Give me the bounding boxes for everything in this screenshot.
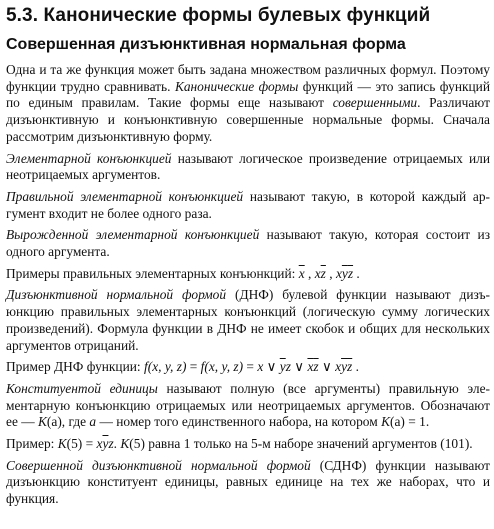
paragraph-sdnf bbox=[6, 458, 490, 508]
var: z bbox=[285, 359, 291, 375]
var: z bbox=[347, 265, 354, 281]
var: y bbox=[341, 359, 348, 375]
text: = 1. bbox=[404, 414, 430, 430]
paragraph-dnf-example bbox=[6, 359, 490, 376]
formula-K5 bbox=[120, 436, 145, 451]
args: (a) bbox=[46, 414, 62, 430]
op: = bbox=[186, 359, 201, 375]
args: (5) bbox=[66, 436, 83, 452]
formula-K-a bbox=[381, 414, 405, 429]
var: x bbox=[335, 359, 342, 375]
text: Пример ДНФ функции: bbox=[6, 359, 144, 375]
args: (a) bbox=[390, 414, 405, 430]
text: Примеры правильных элементарных конъюнкций: bbox=[6, 265, 299, 281]
op-or: ∨ bbox=[290, 359, 308, 375]
var-negated: $\overline{z}$ bbox=[320, 265, 326, 281]
text: . bbox=[352, 359, 359, 375]
paragraph-degenerate-conjunction bbox=[6, 227, 490, 260]
op-or: ∨ bbox=[263, 359, 280, 375]
var-negated-group bbox=[307, 359, 318, 374]
subsection-title: Совершенная дизъюнктивная нормальная форма bbox=[6, 36, 406, 53]
term-proper-conjunction: Правильной элементарной конъюнкцией bbox=[6, 188, 244, 204]
paragraph-proper-conjunction bbox=[6, 189, 490, 222]
text: называют такую, которая состоит из одного аргумента. bbox=[6, 227, 490, 260]
paragraph-examples bbox=[6, 266, 490, 283]
var: x bbox=[96, 436, 103, 452]
term-degenerate-conjunction: Вырожденной элементарной конъюнкцией bbox=[6, 227, 260, 243]
var-a: a bbox=[89, 414, 97, 430]
var: z bbox=[313, 359, 319, 375]
text: называют логическое произведение отрицаемых или неотрицаемых аргументов. bbox=[6, 150, 490, 183]
formula-x-not-z bbox=[315, 266, 326, 281]
var: K bbox=[37, 414, 47, 430]
formula-dnf bbox=[144, 359, 352, 374]
var: x bbox=[335, 265, 342, 281]
op: = bbox=[82, 436, 97, 452]
term-canonical-forms: Канонические формы bbox=[174, 78, 299, 94]
var: x bbox=[314, 265, 321, 281]
paragraph-elementary-conjunction bbox=[6, 151, 490, 184]
args: (x, y, z) bbox=[204, 359, 244, 375]
var: x bbox=[307, 359, 314, 375]
var: z bbox=[347, 359, 353, 375]
text: . bbox=[113, 436, 121, 452]
var: K bbox=[381, 414, 390, 430]
text: Одна и та же функция может быть задана множеством различных формул. Поэтому функции трудно сравнивать. bbox=[6, 62, 490, 94]
var-negated-group bbox=[341, 359, 352, 374]
paragraph-constituent-example bbox=[6, 436, 490, 453]
var-negated: $\overline{y}$ bbox=[279, 359, 286, 375]
var: y bbox=[341, 265, 348, 281]
term-dnf: Дизъюнктивной нормальной формой bbox=[6, 287, 227, 303]
op: = bbox=[243, 359, 258, 375]
text: (ДНФ) булевой функции называют дизъюнкцию правильных элементарных конъюнкций (логическую сумму логических произведений). Формула функции в ДНФ не имеет скобок и общих для нескольких аргументов отрицаний. bbox=[6, 287, 490, 353]
var: x bbox=[257, 359, 264, 375]
var: f bbox=[144, 359, 148, 375]
formula-x-not-y-not-z bbox=[336, 266, 353, 281]
args: (5) bbox=[129, 436, 145, 452]
term-constituent-of-one: Конституентой единицы bbox=[6, 380, 158, 396]
paragraph-intro bbox=[6, 62, 490, 146]
text: , где bbox=[61, 414, 90, 430]
var-negated: $\overline{y}$ bbox=[102, 436, 109, 452]
text: — номер того единственного набора, на котором bbox=[96, 414, 382, 430]
paragraph-dnf bbox=[6, 287, 490, 354]
var: f bbox=[200, 359, 205, 375]
text: равна 1 только на 5-м наборе значений аргументов (101). bbox=[144, 436, 473, 452]
document-page bbox=[6, 4, 490, 512]
text: , bbox=[304, 265, 315, 281]
text: называют такую, в которой каждый аргумент входит не более одного раза. bbox=[6, 188, 490, 221]
op-or: ∨ bbox=[318, 359, 336, 375]
text: Пример: bbox=[6, 436, 58, 452]
var-negated-group bbox=[342, 266, 353, 281]
section-title: 5.3. Канонические формы булевых функций bbox=[6, 5, 431, 26]
term-elementary-conjunction: Элементарной конъюнкцией bbox=[6, 150, 172, 166]
formula-K5 bbox=[58, 436, 114, 451]
term-sdnf: Совершенной дизъюнктивной нормальной формой bbox=[6, 457, 311, 473]
formula-not-x: $\overline{x}$ bbox=[298, 265, 305, 281]
text: , bbox=[325, 265, 336, 281]
args: (x, y, z) bbox=[147, 359, 187, 375]
var: z bbox=[108, 436, 114, 452]
text: называют полную (все аргументы) правильную элементарную конъюнкцию отрицаемых или неотрицаемых аргументов. Обозначают ее — bbox=[6, 380, 490, 430]
text: (СДНФ) функции называют дизъюнкцию конституент единицы, равных единице на тех же наборах, что и функция. bbox=[6, 457, 490, 507]
var: K bbox=[120, 436, 130, 452]
text: . bbox=[353, 265, 360, 281]
formula-K-a bbox=[38, 414, 62, 429]
text: функций — это запись функций по единым правилам. Такие формы еще называют bbox=[6, 78, 491, 111]
var: K bbox=[57, 436, 67, 452]
term-perfect: совершенными bbox=[332, 95, 418, 111]
text: . Различают дизъюнктивную и конъюнктивную совершенные нормальные формы. Сначала рассмотрим дизъюнктивную форму. bbox=[6, 95, 490, 144]
paragraph-constituent bbox=[6, 381, 490, 431]
